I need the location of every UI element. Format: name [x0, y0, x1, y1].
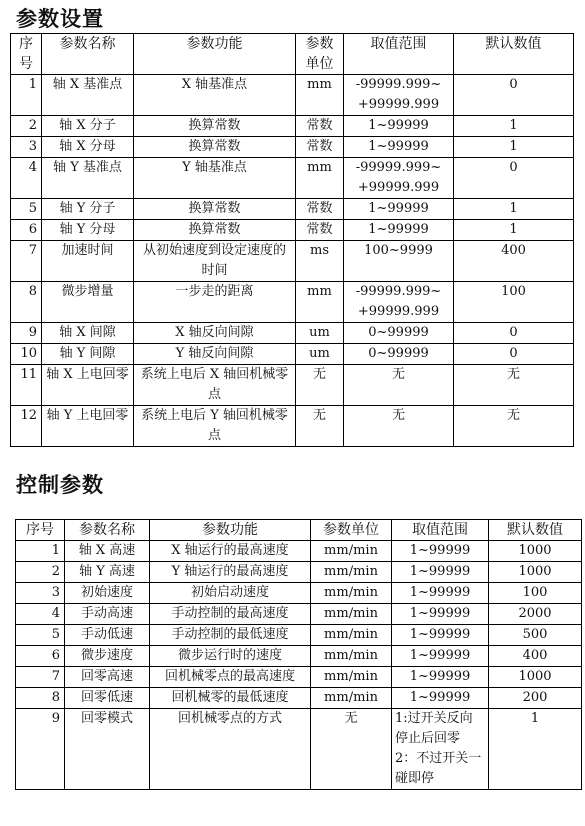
table-cell: mm/min [311, 625, 392, 646]
table-cell: 1~99999 [392, 604, 489, 625]
table-cell: 1000 [489, 667, 582, 688]
column-header: 默认数值 [454, 34, 574, 75]
table-cell: 系统上电后 Y 轴回机械零点 [134, 406, 296, 447]
table-row [16, 604, 582, 625]
column-header: 参数功能 [150, 520, 311, 541]
table-cell: 1~99999 [344, 220, 454, 241]
table-cell: 1~99999 [344, 199, 454, 220]
table-cell: 回机械零点的最高速度 [150, 667, 311, 688]
table-cell: -99999.999~ +99999.999 [344, 282, 454, 323]
table-cell: 2 [11, 116, 42, 137]
table-cell: 0~99999 [344, 344, 454, 365]
table-cell: 轴 Y 高速 [65, 562, 150, 583]
table-cell: 一步走的距离 [134, 282, 296, 323]
table-cell: 0 [454, 158, 574, 199]
table-row [11, 220, 574, 241]
table-cell: 回零高速 [65, 667, 150, 688]
table-cell: mm/min [311, 562, 392, 583]
table-row [11, 137, 574, 158]
table-cell: mm/min [311, 604, 392, 625]
table-cell: 1~99999 [392, 688, 489, 709]
table-cell: 10 [11, 344, 42, 365]
table-cell: 无 [344, 406, 454, 447]
table-row [16, 541, 582, 562]
table-cell: 初始速度 [65, 583, 150, 604]
column-header: 取值范围 [392, 520, 489, 541]
table-cell: 6 [16, 646, 65, 667]
section-title-settings: 参数设置 [16, 7, 104, 31]
table-cell: mm [296, 282, 344, 323]
table-cell: mm/min [311, 646, 392, 667]
table-row [16, 688, 582, 709]
table-cell: 11 [11, 365, 42, 406]
table-cell: 400 [454, 241, 574, 282]
table-cell: -99999.999~ +99999.999 [344, 75, 454, 116]
table-cell: 微步运行时的速度 [150, 646, 311, 667]
table-cell: 无 [344, 365, 454, 406]
table-cell: 0 [454, 344, 574, 365]
table-cell: 系统上电后 X 轴回机械零点 [134, 365, 296, 406]
table-cell: 2000 [489, 604, 582, 625]
table-cell: 轴 Y 分子 [42, 199, 134, 220]
table-row [11, 406, 574, 447]
table-cell: 1~99999 [392, 562, 489, 583]
table-cell: 7 [16, 667, 65, 688]
table-cell: 100~9999 [344, 241, 454, 282]
table-row [11, 344, 574, 365]
table-cell: 1:过开关反向停止后回零 2：不过开关一碰即停 [392, 709, 489, 790]
table-cell: 换算常数 [134, 137, 296, 158]
table-cell: 0 [454, 75, 574, 116]
table-header-row [16, 520, 582, 541]
table-cell: 1~99999 [392, 667, 489, 688]
table-cell: um [296, 323, 344, 344]
table-cell: 轴 X 上电回零 [42, 365, 134, 406]
table-cell: 4 [16, 604, 65, 625]
table-cell: 5 [11, 199, 42, 220]
table-cell: 9 [16, 709, 65, 790]
table-cell: 加速时间 [42, 241, 134, 282]
table-cell: 1~99999 [344, 116, 454, 137]
table-cell: 无 [296, 406, 344, 447]
table-row [11, 199, 574, 220]
table-cell: 100 [489, 583, 582, 604]
table-cell: Y 轴基准点 [134, 158, 296, 199]
table-cell: X 轴反向间隙 [134, 323, 296, 344]
table-cell: 12 [11, 406, 42, 447]
table-cell: 无 [454, 406, 574, 447]
table-cell: 200 [489, 688, 582, 709]
table-cell: 0 [454, 323, 574, 344]
table-cell: 微步速度 [65, 646, 150, 667]
table-cell: mm/min [311, 583, 392, 604]
table-row [16, 562, 582, 583]
table-body [16, 541, 582, 790]
table-cell: 回机械零点的方式 [150, 709, 311, 790]
table-cell: 手动控制的最低速度 [150, 625, 311, 646]
table-cell: 轴 X 基准点 [42, 75, 134, 116]
table-cell: 无 [296, 365, 344, 406]
table-row [16, 709, 582, 790]
column-header: 参数功能 [134, 34, 296, 75]
table-cell: 100 [454, 282, 574, 323]
table-cell: 1 [454, 199, 574, 220]
table-cell: 1~99999 [392, 646, 489, 667]
table-cell: 无 [454, 365, 574, 406]
table-cell: 0~99999 [344, 323, 454, 344]
table-row [11, 241, 574, 282]
table-cell: Y 轴运行的最高速度 [150, 562, 311, 583]
column-header: 参数名称 [65, 520, 150, 541]
table-row [11, 323, 574, 344]
table-cell: mm [296, 158, 344, 199]
table-cell: 换算常数 [134, 220, 296, 241]
table-cell: 从初始速度到设定速度的时间 [134, 241, 296, 282]
table-cell: 手动控制的最高速度 [150, 604, 311, 625]
table-cell: 回机械零的最低速度 [150, 688, 311, 709]
table-row [11, 158, 574, 199]
table-cell: 2 [16, 562, 65, 583]
table-cell: X 轴基准点 [134, 75, 296, 116]
table-cell: 400 [489, 646, 582, 667]
table-cell: 轴 Y 基准点 [42, 158, 134, 199]
table-cell: 轴 X 分母 [42, 137, 134, 158]
table-cell: 1 [11, 75, 42, 116]
table-row [11, 282, 574, 323]
table-cell: 1000 [489, 541, 582, 562]
table-cell: Y 轴反向间隙 [134, 344, 296, 365]
table-cell: 3 [11, 137, 42, 158]
table-cell: 轴 X 间隙 [42, 323, 134, 344]
table-cell: 1 [16, 541, 65, 562]
table-row [16, 667, 582, 688]
table-row [16, 625, 582, 646]
table-cell: 1~99999 [392, 583, 489, 604]
table-cell: X 轴运行的最高速度 [150, 541, 311, 562]
table-cell: 4 [11, 158, 42, 199]
table-cell: 轴 Y 间隙 [42, 344, 134, 365]
column-header: 序号 [11, 34, 42, 75]
table-cell: mm/min [311, 541, 392, 562]
column-header: 参数单位 [311, 520, 392, 541]
table-cell: 轴 X 高速 [65, 541, 150, 562]
table-cell: 轴 Y 上电回零 [42, 406, 134, 447]
table-cell: 1 [489, 709, 582, 790]
table-cell: 1 [454, 137, 574, 158]
column-header: 参数单位 [296, 34, 344, 75]
table-row [11, 75, 574, 116]
table-cell: 1~99999 [392, 541, 489, 562]
table-cell: mm/min [311, 667, 392, 688]
table-cell: 3 [16, 583, 65, 604]
table-cell: mm/min [311, 688, 392, 709]
table-cell: 1 [454, 220, 574, 241]
table-cell: mm [296, 75, 344, 116]
table-row [16, 583, 582, 604]
table-cell: -99999.999~ +99999.999 [344, 158, 454, 199]
table-cell: 常数 [296, 137, 344, 158]
table-cell: 9 [11, 323, 42, 344]
table-cell: 常数 [296, 220, 344, 241]
table-cell: 8 [11, 282, 42, 323]
table-cell: 1~99999 [392, 625, 489, 646]
table-cell: 1 [454, 116, 574, 137]
column-header: 序号 [16, 520, 65, 541]
table-cell: 轴 X 分子 [42, 116, 134, 137]
table-cell: 换算常数 [134, 199, 296, 220]
table-cell: 手动高速 [65, 604, 150, 625]
table-cell: 8 [16, 688, 65, 709]
table-cell: 换算常数 [134, 116, 296, 137]
table-body [11, 75, 574, 447]
table-cell: 1~99999 [344, 137, 454, 158]
table-cell: 回零低速 [65, 688, 150, 709]
table-cell: 无 [311, 709, 392, 790]
section-title-control: 控制参数 [16, 473, 104, 497]
table-cell: 5 [16, 625, 65, 646]
column-header: 默认数值 [489, 520, 582, 541]
table-row [11, 365, 574, 406]
table-cell: 初始启动速度 [150, 583, 311, 604]
column-header: 参数名称 [42, 34, 134, 75]
table-cell: ms [296, 241, 344, 282]
table-cell: 回零模式 [65, 709, 150, 790]
column-header: 取值范围 [344, 34, 454, 75]
table-cell: 7 [11, 241, 42, 282]
table-row [11, 116, 574, 137]
table-cell: 6 [11, 220, 42, 241]
table-cell: 500 [489, 625, 582, 646]
table-cell: 微步增量 [42, 282, 134, 323]
table-cell: 1000 [489, 562, 582, 583]
table-header-row [11, 34, 574, 75]
table-cell: 常数 [296, 116, 344, 137]
settings-table [10, 33, 574, 447]
table-row [16, 646, 582, 667]
table-cell: 轴 Y 分母 [42, 220, 134, 241]
table-cell: um [296, 344, 344, 365]
table-cell: 常数 [296, 199, 344, 220]
control-table [15, 519, 582, 790]
table-cell: 手动低速 [65, 625, 150, 646]
